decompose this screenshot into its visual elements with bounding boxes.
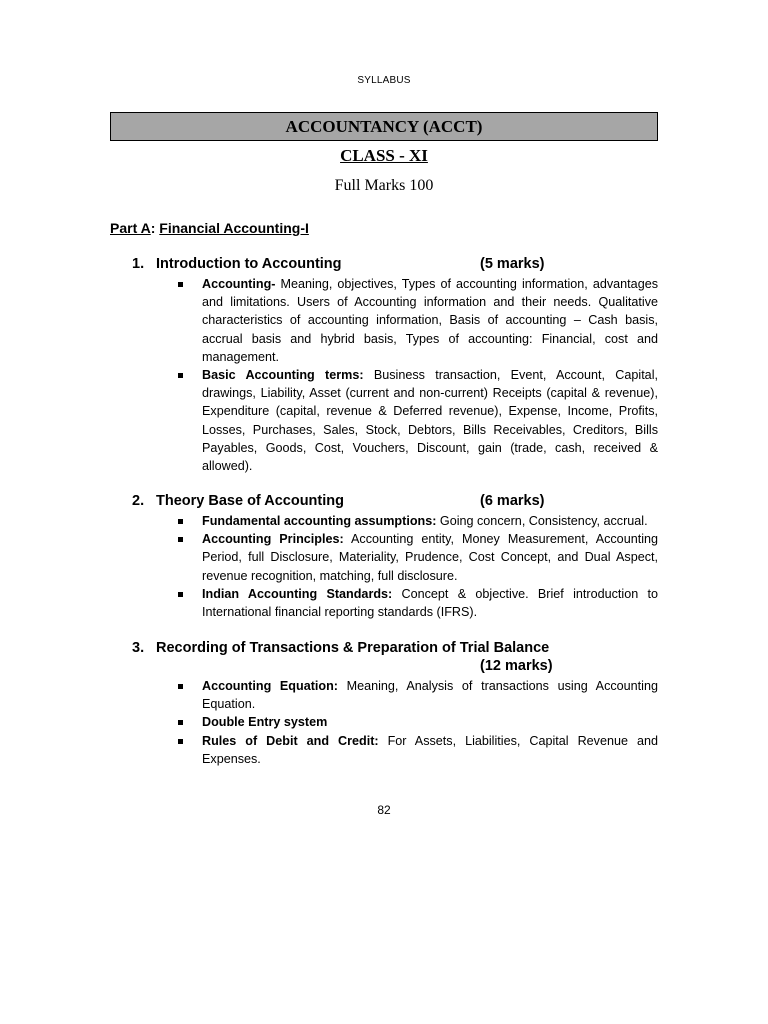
item-term: Basic Accounting terms: <box>202 368 364 383</box>
square-bullet-icon <box>178 592 183 597</box>
item-text: Concept & objective. Brief introduction to International financial reporting standards (IFRS). <box>202 586 658 620</box>
section-item-list <box>178 677 658 768</box>
list-item <box>178 713 658 731</box>
square-bullet-icon <box>178 519 183 524</box>
list-item <box>178 677 658 713</box>
item-text: Accounting entity, Money Measurement, Accounting Period, full Disclosure, Materiality, Prudence, Cost Concept, and Dual Aspect, revenue recognition, matching, full disclosure. <box>202 532 659 583</box>
part-separator: : <box>150 220 156 236</box>
list-item <box>178 585 658 621</box>
part-name: Financial Accounting-I <box>159 220 309 236</box>
item-text: Business transaction, Event, Account, Capital, drawings, Liability, Asset (current and non-current) Receipts (capital & revenue), Expenditure (capital, revenue & Deferred revenue), Expense, Income, Profits, Losses, Purchases, Sales, Stock, Debtors, Bills Receivables, Creditors, Bills Payables, Goods, Cost, Vouchers, Discount, gain (trade, cash, received & allowed). <box>202 368 658 474</box>
section-heading <box>132 256 658 272</box>
item-term: Accounting Principles: <box>202 532 344 547</box>
list-item <box>178 732 658 768</box>
page-number: 82 <box>377 803 391 817</box>
section-marks: (12 marks) <box>480 658 553 674</box>
section-heading <box>132 640 658 656</box>
list-item <box>178 512 658 530</box>
section-item-list <box>178 275 658 475</box>
section-number: 1. <box>132 256 145 272</box>
square-bullet-icon <box>178 720 183 725</box>
subject-title: ACCOUNTANCY (ACCT) <box>110 112 658 141</box>
item-term: Indian Accounting Standards: <box>202 586 393 601</box>
section-marks: (5 marks) <box>480 256 545 272</box>
item-text: For Assets, Liabilities, Capital Revenue and Expenses. <box>202 733 658 766</box>
square-bullet-icon <box>178 684 183 689</box>
list-item <box>178 275 658 366</box>
item-term: Rules of Debit and Credit: <box>202 733 379 748</box>
section-marks: (6 marks) <box>480 493 545 509</box>
item-text: Going concern, Consistency, accrual. <box>436 514 648 528</box>
list-item <box>178 366 658 475</box>
square-bullet-icon <box>178 282 183 287</box>
full-marks: Full Marks 100 <box>334 177 434 194</box>
page-header: SYLLABUS <box>357 75 411 86</box>
section-title: Recording of Transactions & Preparation of Trial Balance <box>156 640 550 656</box>
item-term: Double Entry system <box>202 715 328 730</box>
square-bullet-icon <box>178 373 183 378</box>
class-title: CLASS - XI <box>340 146 428 165</box>
part-heading <box>110 220 309 236</box>
section-title: Theory Base of Accounting <box>156 493 344 509</box>
square-bullet-icon <box>178 537 183 542</box>
item-term: Accounting- <box>202 277 276 291</box>
section-number: 2. <box>132 493 145 509</box>
item-term: Accounting Equation: <box>202 679 338 693</box>
square-bullet-icon <box>178 739 183 744</box>
section-heading <box>132 493 658 509</box>
part-label: Part A <box>110 220 151 236</box>
item-term: Fundamental accounting assumptions: <box>202 514 437 528</box>
section-title: Introduction to Accounting <box>156 256 342 272</box>
item-text: Meaning, Analysis of transactions using Accounting Equation. <box>202 679 658 712</box>
item-text: Meaning, objectives, Types of accounting information, advantages and limitations. Users of Accounting information and their needs. Qualitative characteristics of accounting information, Basis of accounting – Cash basis, accrual basis and hybrid basis, Types of accounting: Financial, cost and management. <box>202 277 658 364</box>
section-item-list <box>178 512 658 621</box>
section-number: 3. <box>132 640 145 656</box>
list-item <box>178 530 658 585</box>
